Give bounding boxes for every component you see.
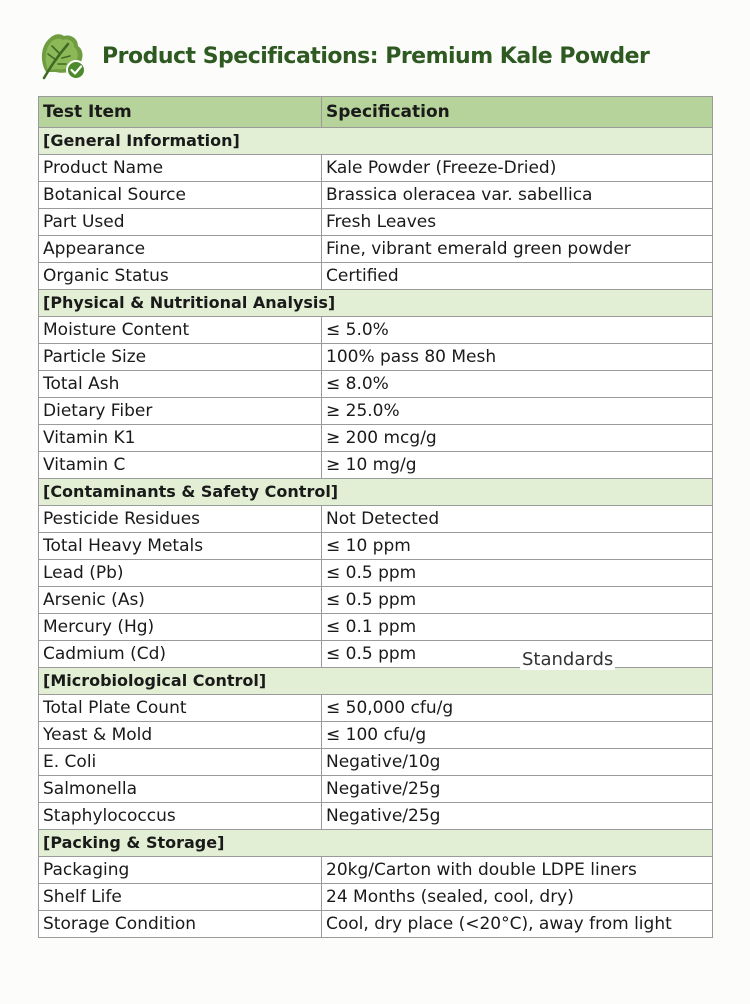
test-item-cell: Moisture Content: [39, 317, 322, 344]
test-item-cell: Total Plate Count: [39, 695, 322, 722]
standards-overlay-label: Standards: [522, 649, 614, 670]
specification-cell: Certified: [322, 263, 713, 290]
specification-cell: Negative/10g: [322, 749, 713, 776]
test-item-cell: Appearance: [39, 236, 322, 263]
table-row: [39, 344, 713, 371]
specification-cell: ≤ 50,000 cfu/g: [322, 695, 713, 722]
test-item-cell: Shelf Life: [39, 884, 322, 911]
test-item-cell: Lead (Pb): [39, 560, 322, 587]
test-item-cell: Part Used: [39, 209, 322, 236]
table-row: [39, 236, 713, 263]
section-title: [Microbiological Control]: [39, 668, 713, 695]
section-row-packing-storage: [39, 830, 713, 857]
test-item-cell: Dietary Fiber: [39, 398, 322, 425]
test-item-cell: Packaging: [39, 857, 322, 884]
page-title: Product Specifications: Premium Kale Powder: [102, 43, 650, 69]
test-item-cell: Vitamin C: [39, 452, 322, 479]
test-item-cell: Cadmium (Cd): [39, 641, 322, 668]
table-header-row: [39, 97, 713, 128]
section-row-microbiological-control: [39, 668, 713, 695]
test-item-cell: Pesticide Residues: [39, 506, 322, 533]
table-row: [39, 803, 713, 830]
table-row: [39, 398, 713, 425]
section-title: [General Information]: [39, 128, 713, 155]
table-row: [39, 371, 713, 398]
table-row: [39, 209, 713, 236]
specification-cell: 24 Months (sealed, cool, dry): [322, 884, 713, 911]
test-item-cell: Staphylococcus: [39, 803, 322, 830]
table-row: [39, 263, 713, 290]
specification-cell: Negative/25g: [322, 776, 713, 803]
table-row: [39, 506, 713, 533]
document-header: [34, 28, 724, 84]
test-item-cell: Total Heavy Metals: [39, 533, 322, 560]
test-item-cell: Salmonella: [39, 776, 322, 803]
kale-leaf-check-icon: [34, 28, 90, 84]
specification-cell: Not Detected: [322, 506, 713, 533]
test-item-cell: Product Name: [39, 155, 322, 182]
table-row: [39, 776, 713, 803]
test-item-cell: Storage Condition: [39, 911, 322, 938]
test-item-cell: Vitamin K1: [39, 425, 322, 452]
test-item-cell: Arsenic (As): [39, 587, 322, 614]
test-item-cell: Organic Status: [39, 263, 322, 290]
table-row: [39, 884, 713, 911]
test-item-cell: Particle Size: [39, 344, 322, 371]
table-row: [39, 425, 713, 452]
section-title: [Physical & Nutritional Analysis]: [39, 290, 713, 317]
specification-cell: Fine, vibrant emerald green powder: [322, 236, 713, 263]
table-row: [39, 452, 713, 479]
section-row-general-information: [39, 128, 713, 155]
specification-cell: ≥ 25.0%: [322, 398, 713, 425]
specification-cell: ≤ 8.0%: [322, 371, 713, 398]
specification-cell: ≥ 10 mg/g: [322, 452, 713, 479]
specification-cell: ≥ 200 mcg/g: [322, 425, 713, 452]
column-header-specification: Specification: [322, 97, 713, 128]
column-header-test-item: Test Item: [39, 97, 322, 128]
table-row: [39, 155, 713, 182]
table-row: [39, 560, 713, 587]
table-row: [39, 317, 713, 344]
test-item-cell: Total Ash: [39, 371, 322, 398]
specification-cell: Fresh Leaves: [322, 209, 713, 236]
specification-cell: ≤ 0.5 ppm: [322, 587, 713, 614]
specification-cell: ≤ 0.5 ppm: [322, 560, 713, 587]
table-row: [39, 587, 713, 614]
specification-table: [38, 96, 713, 938]
table-row: [39, 722, 713, 749]
test-item-cell: Mercury (Hg): [39, 614, 322, 641]
specification-cell: Kale Powder (Freeze-Dried): [322, 155, 713, 182]
table-row: [39, 533, 713, 560]
specification-cell: 100% pass 80 Mesh: [322, 344, 713, 371]
specification-cell: ≤ 0.5 ppm: [322, 641, 713, 668]
section-row-contaminants-safety: [39, 479, 713, 506]
table-row: [39, 749, 713, 776]
specification-cell: ≤ 0.1 ppm: [322, 614, 713, 641]
specification-cell: ≤ 5.0%: [322, 317, 713, 344]
table-row: [39, 614, 713, 641]
table-row: [39, 911, 713, 938]
specification-cell: ≤ 100 cfu/g: [322, 722, 713, 749]
test-item-cell: Botanical Source: [39, 182, 322, 209]
table-row: [39, 695, 713, 722]
specification-cell: Cool, dry place (<20°C), away from light: [322, 911, 713, 938]
section-row-physical-nutritional: [39, 290, 713, 317]
section-title: [Packing & Storage]: [39, 830, 713, 857]
table-row: [39, 182, 713, 209]
test-item-cell: E. Coli: [39, 749, 322, 776]
test-item-cell: Yeast & Mold: [39, 722, 322, 749]
specification-cell: Negative/25g: [322, 803, 713, 830]
specification-cell: ≤ 10 ppm: [322, 533, 713, 560]
table-row: [39, 857, 713, 884]
specification-cell: 20kg/Carton with double LDPE liners: [322, 857, 713, 884]
specification-cell: Brassica oleracea var. sabellica: [322, 182, 713, 209]
section-title: [Contaminants & Safety Control]: [39, 479, 713, 506]
